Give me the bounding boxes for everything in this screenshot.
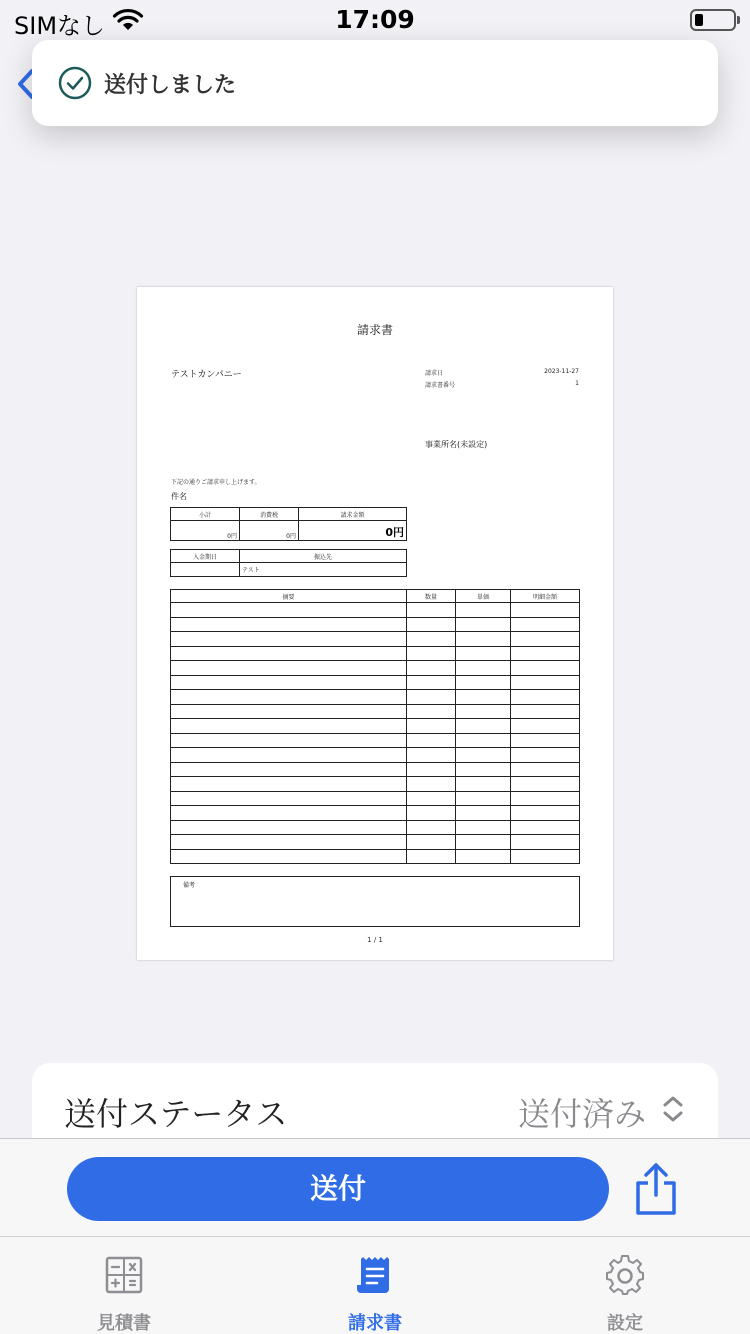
items-cell: [171, 733, 407, 748]
items-cell: [407, 603, 456, 618]
items-cell: [407, 704, 456, 719]
items-cell: [511, 849, 580, 864]
items-cell: [511, 835, 580, 850]
items-cell: [511, 661, 580, 676]
items-row: [171, 690, 580, 705]
items-cell: [456, 690, 511, 705]
carrier-label: SIMなし: [14, 12, 106, 40]
items-cell: [456, 704, 511, 719]
invoice-preview[interactable]: [137, 287, 613, 960]
items-cell: [511, 733, 580, 748]
items-cell: [407, 762, 456, 777]
items-cell: [407, 733, 456, 748]
items-cell: [171, 849, 407, 864]
items-cell: [456, 719, 511, 734]
items-cell: [407, 675, 456, 690]
summary-total: 0円: [299, 521, 407, 541]
items-row: [171, 603, 580, 618]
share-icon[interactable]: [632, 1161, 680, 1217]
action-bar: [0, 1138, 750, 1236]
items-cell: [511, 820, 580, 835]
items-cell: [456, 791, 511, 806]
items-cell: [511, 704, 580, 719]
items-cell: [511, 777, 580, 792]
doc-note: 下記の通りご請求申し上げます。: [171, 479, 261, 486]
items-cell: [171, 777, 407, 792]
items-cell: [407, 835, 456, 850]
tab-bar: [0, 1236, 750, 1334]
items-cell: [456, 661, 511, 676]
items-row: [171, 791, 580, 806]
check-circle-icon: [58, 66, 92, 100]
send-status-value[interactable]: 送付済み: [517, 1095, 646, 1133]
items-row: [171, 719, 580, 734]
status-bar: [0, 0, 750, 40]
payment-value: [171, 563, 240, 577]
items-cell: [511, 748, 580, 763]
items-cell: [171, 748, 407, 763]
items-cell: [171, 791, 407, 806]
items-cell: [171, 820, 407, 835]
items-cell: [511, 690, 580, 705]
doc-subject: 件名: [171, 492, 187, 501]
items-row: [171, 820, 580, 835]
items-cell: [511, 762, 580, 777]
tab-label: 設定: [607, 1313, 643, 1334]
items-cell: [456, 806, 511, 821]
items-row: [171, 661, 580, 676]
items-cell: [456, 632, 511, 647]
battery-icon: [690, 9, 736, 31]
items-cell: [407, 806, 456, 821]
payment-header: 振込先: [240, 550, 407, 563]
items-cell: [407, 646, 456, 661]
tab-invoices[interactable]: [275, 1237, 475, 1334]
page-indicator: 1 / 1: [367, 936, 383, 944]
items-cell: [456, 820, 511, 835]
gear-icon: [605, 1255, 645, 1295]
items-header: 摘要: [171, 590, 407, 603]
items-cell: [171, 646, 407, 661]
items-cell: [456, 777, 511, 792]
items-cell: [171, 762, 407, 777]
payment-table: [170, 549, 407, 577]
items-row: [171, 675, 580, 690]
items-cell: [456, 675, 511, 690]
summary-table: [170, 507, 407, 541]
toast-notification: [32, 40, 718, 126]
items-row: [171, 733, 580, 748]
items-cell: [407, 791, 456, 806]
items-cell: [511, 603, 580, 618]
items-cell: [456, 603, 511, 618]
payment-header: 入金期日: [171, 550, 240, 563]
items-cell: [407, 777, 456, 792]
tab-label: 見積書: [97, 1313, 151, 1334]
remarks-label: 備考: [183, 882, 196, 889]
calculator-icon: [104, 1255, 144, 1295]
items-cell: [171, 675, 407, 690]
send-status-label: 送付ステータス: [64, 1095, 288, 1133]
items-cell: [171, 835, 407, 850]
items-header: 単価: [456, 590, 511, 603]
items-row: [171, 632, 580, 647]
items-cell: [171, 632, 407, 647]
items-cell: [511, 632, 580, 647]
summary-header: 小計: [171, 508, 240, 521]
tab-estimates[interactable]: [24, 1237, 224, 1334]
items-cell: [511, 675, 580, 690]
items-cell: [407, 849, 456, 864]
items-cell: [456, 617, 511, 632]
items-cell: [171, 661, 407, 676]
summary-value: 0円: [171, 521, 240, 541]
items-cell: [171, 603, 407, 618]
items-row: [171, 748, 580, 763]
items-cell: [407, 748, 456, 763]
items-cell: [511, 719, 580, 734]
items-cell: [407, 617, 456, 632]
toast-message: 送付しました: [104, 73, 237, 98]
items-row: [171, 777, 580, 792]
tab-settings[interactable]: [525, 1237, 725, 1334]
items-cell: [171, 690, 407, 705]
items-cell: [456, 733, 511, 748]
summary-header: 消費税: [240, 508, 299, 521]
items-row: [171, 835, 580, 850]
items-cell: [171, 719, 407, 734]
items-row: [171, 704, 580, 719]
summary-value: 0円: [240, 521, 299, 541]
items-row: [171, 849, 580, 864]
tab-label: 請求書: [348, 1313, 402, 1334]
send-button[interactable]: 送付: [67, 1157, 609, 1221]
items-row: [171, 646, 580, 661]
items-row: [171, 617, 580, 632]
items-cell: [456, 835, 511, 850]
items-table: [170, 589, 580, 864]
items-cell: [456, 646, 511, 661]
items-cell: [171, 617, 407, 632]
items-cell: [171, 806, 407, 821]
doc-title: 請求書: [356, 323, 393, 337]
items-row: [171, 762, 580, 777]
items-cell: [407, 632, 456, 647]
clock: 17:09: [335, 5, 415, 34]
items-cell: [511, 791, 580, 806]
summary-header: 請求金額: [299, 508, 407, 521]
items-cell: [407, 661, 456, 676]
items-cell: [511, 617, 580, 632]
doc-meta-date: 請求日 2023-11-27: [425, 368, 579, 377]
items-cell: [456, 849, 511, 864]
items-cell: [511, 646, 580, 661]
doc-office: 事業所名(未設定): [425, 440, 488, 449]
chevron-up-down-icon[interactable]: [662, 1095, 684, 1123]
items-cell: [511, 806, 580, 821]
items-cell: [407, 719, 456, 734]
payment-value: テスト: [240, 563, 407, 577]
items-header: 明細金額: [511, 590, 580, 603]
doc-meta-number: 請求書番号 1: [425, 380, 579, 389]
items-cell: [456, 762, 511, 777]
invoice-icon: [355, 1255, 395, 1295]
items-cell: [407, 820, 456, 835]
items-cell: [456, 748, 511, 763]
items-header: 数量: [407, 590, 456, 603]
items-cell: [407, 690, 456, 705]
items-cell: [171, 704, 407, 719]
items-row: [171, 806, 580, 821]
doc-company: テストカンパニー: [171, 370, 242, 380]
remarks-box: [170, 876, 580, 927]
